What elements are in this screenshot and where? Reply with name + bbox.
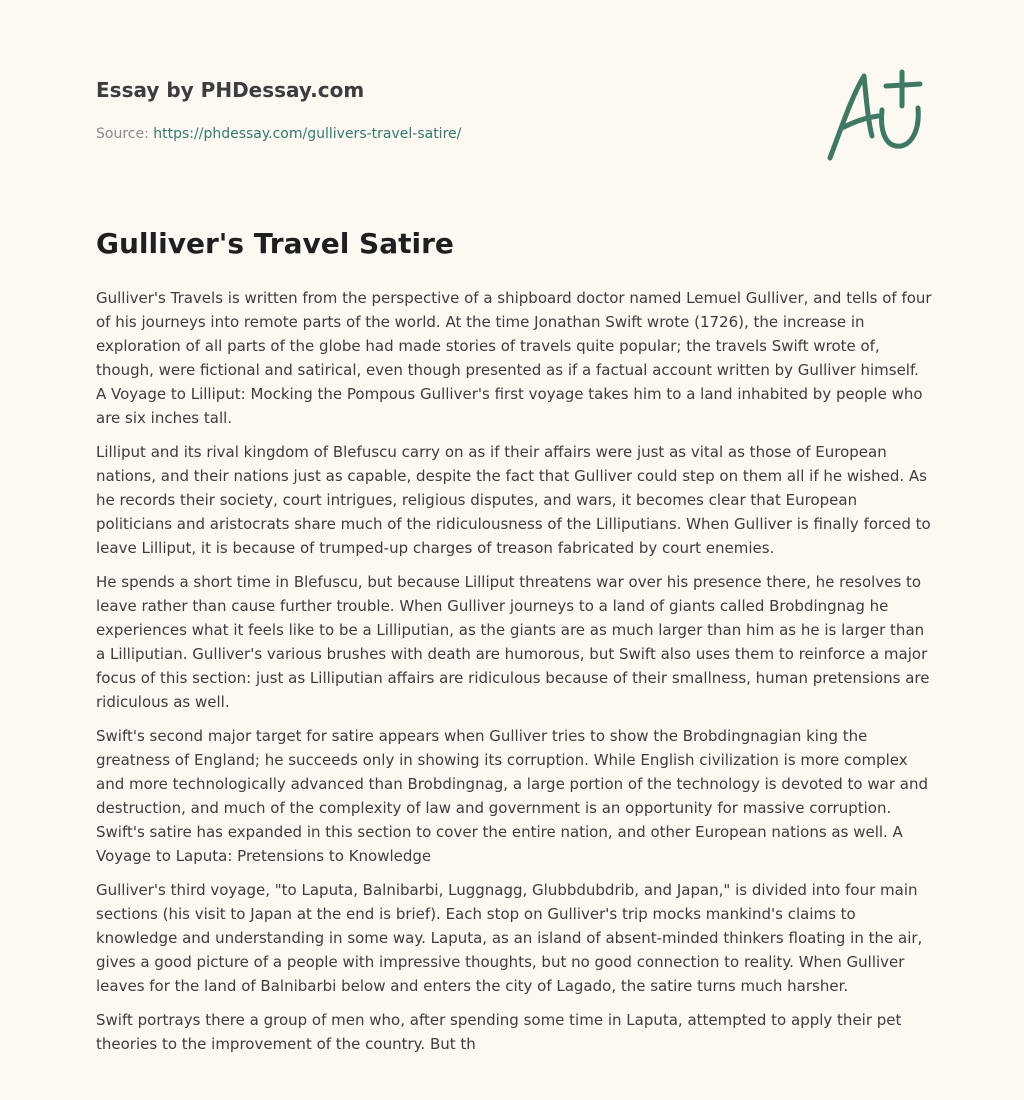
- essay-paragraph: He spends a short time in Blefuscu, but because Lilliput threatens war over his presence there, he resolves to leave rather than cause further trouble. When Gulliver journeys to a land of giants called Brobdingnag he experiences what it feels like to be a Lilliputian, as the giants are as much larger than him as he is larger than a Lilliputian. Gulliver's various brushes with death are humorous, but Swift also uses them to reinforce a major focus of this section: just as Lilliputian affairs are ridiculous because of their smallness, human pretensions are ridiculous as well.: [96, 573, 930, 711]
- essay-header: [96, 76, 796, 144]
- site-brand: Essay by PHDessay.com: [96, 78, 365, 102]
- source-label: Source:: [96, 126, 149, 142]
- essay-title: Gulliver's Travel Satire: [96, 227, 454, 260]
- essay-paragraph: Gulliver's Travels is written from the perspective of a shipboard doctor named Lemuel Gulliver, and tells of four of his journeys into remote parts of the world. At the time Jonathan Swift wrote (1726), the increase in exploration of all parts of the globe had made stories of travels quite popular; the travels Swift wrote of, though, were fictional and satirical, even though presented as if a factual account written by Gulliver himself. A Voyage to Lilliput: Mocking the Pompous Gulliver's first voyage takes him to a land inhabited by people who are six inches tall.: [96, 289, 932, 427]
- essay-paragraph: Swift's second major target for satire appears when Gulliver tries to show the Brobdingnagian king the greatness of England; he succeeds only in showing its corruption. While English civilization is more complex and more technologically advanced than Brobdingnag, a large portion of the technology is devoted to war and destruction, and much of the complexity of law and government is an opportunity for massive corruption. Swift's satire has expanded in this section to cover the entire nation, and other European nations as well. A Voyage to Laputa: Pretensions to Knowledge: [96, 727, 928, 865]
- source-link[interactable]: https://phdessay.com/gullivers-travel-satire/: [153, 126, 462, 142]
- essay-body: [96, 286, 932, 1066]
- a-plus-grade-icon: [820, 66, 930, 166]
- source-line: [96, 124, 796, 144]
- essay-paragraph: Gulliver's third voyage, "to Laputa, Balnibarbi, Luggnagg, Glubbdubdrib, and Japan," is divided into four main sections (his visit to Japan at the end is brief). Each stop on Gulliver's trip mocks mankind's claims to knowledge and understanding in some way. Laputa, as an island of absent-minded thinkers floating in the air, gives a good picture of a people with impressive thoughts, but no good connection to reality. When Gulliver leaves for the land of Balnibarbi below and enters the city of Lagado, the satire turns much harsher.: [96, 881, 923, 995]
- essay-paragraph: Lilliput and its rival kingdom of Blefuscu carry on as if their affairs were just as vital as those of European nations, and their nations just as capable, despite the fact that Gulliver could step on them all if he wished. As he records their society, court intrigues, religious disputes, and wars, it becomes clear that European politicians and aristocrats share much of the ridiculousness of the Lilliputians. When Gulliver is finally forced to leave Lilliput, it is because of trumped-up charges of treason fabricated by court enemies.: [96, 443, 931, 557]
- essay-paragraph: Swift portrays there a group of men who, after spending some time in Laputa, attempted to apply their pet theories to the improvement of the country. But th: [96, 1011, 902, 1053]
